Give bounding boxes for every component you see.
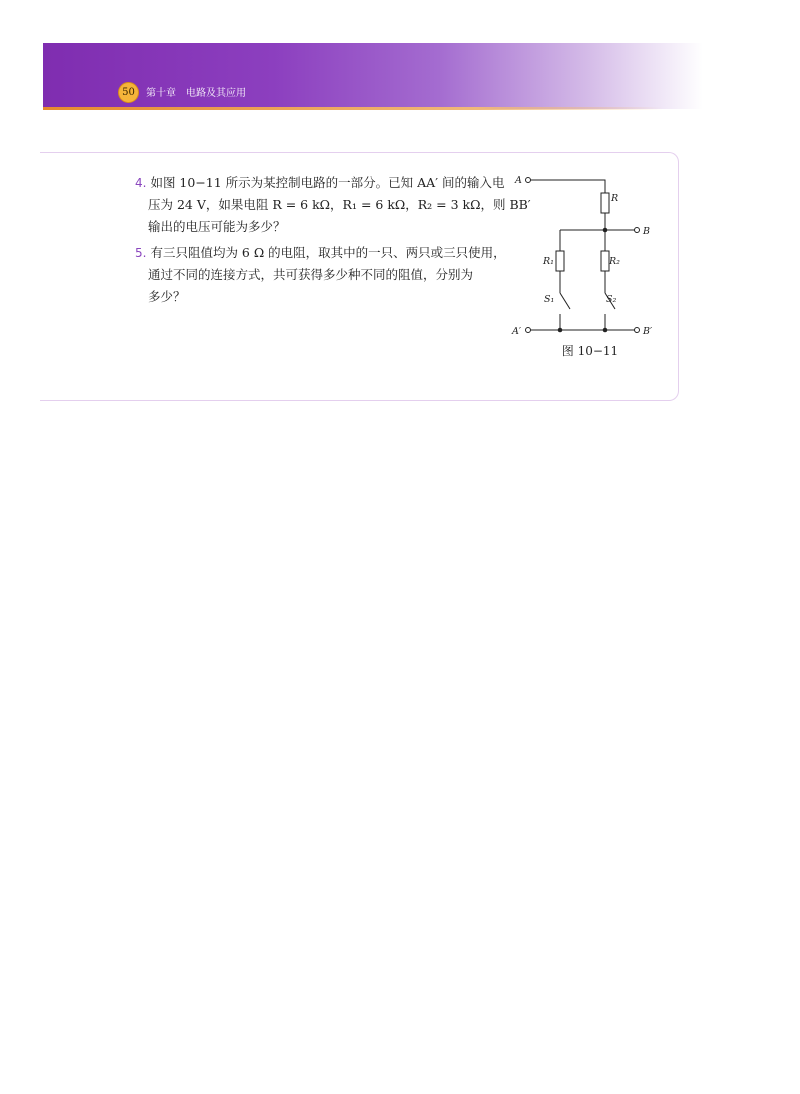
label-r: R [611,193,619,204]
wire-top [531,180,606,193]
label-b-prime: B′ [643,326,653,337]
label-s1: S₁ [544,294,555,305]
header-orange-rule [43,107,663,110]
problem-4-line-3: 输出的电压可能为多少？ [148,219,286,234]
problem-4-number: 4. [135,176,147,190]
problem-4-line-2: 压为 24 V，如果电阻 R = 6 kΩ，R₁ = 6 kΩ，R₂ = 3 kΩ，则 BB′ [148,197,531,212]
resistor-r1 [556,251,564,271]
problem-5 [135,242,506,308]
label-a: A [515,175,522,186]
label-r2: R₂ [609,256,620,267]
problem-5-line-3: 多少？ [148,289,186,304]
chapter-header-band [43,43,703,109]
chapter-title: 电路及其应用 [186,88,246,99]
problem-4-line-1: 4. 如图 10−11 所示为某控制电路的一部分。已知 AA′ 间的输入电 [135,175,505,190]
problem-4 [135,172,531,238]
node-top-right [603,228,608,233]
terminal-b-prime [635,328,640,333]
page-number-badge: 50 [118,82,139,103]
switch-s1 [560,293,570,309]
terminal-a-prime [526,328,531,333]
circuit-diagram [510,168,660,343]
problem-5-number: 5. [135,246,147,260]
label-r1: R₁ [543,256,554,267]
terminal-a [526,178,531,183]
problem-5-line-1: 5. 有三只阻值均为 6 Ω 的电阻，取其中的一只、两只或三只使用， [135,245,506,260]
label-s2: S₂ [606,294,617,305]
node-bottom-right [603,328,608,333]
label-a-prime: A′ [512,326,522,337]
chapter-heading [146,84,246,99]
label-b: B [643,226,650,237]
node-bottom-left [558,328,563,333]
figure-caption: 图 10−11 [561,344,619,358]
resistor-r2 [601,251,609,271]
chapter-label: 第十章 [146,88,176,99]
resistor-r [601,193,609,213]
terminal-b [635,228,640,233]
problem-5-line-2: 通过不同的连接方式，共可获得多少种不同的阻值，分别为 [148,267,474,282]
